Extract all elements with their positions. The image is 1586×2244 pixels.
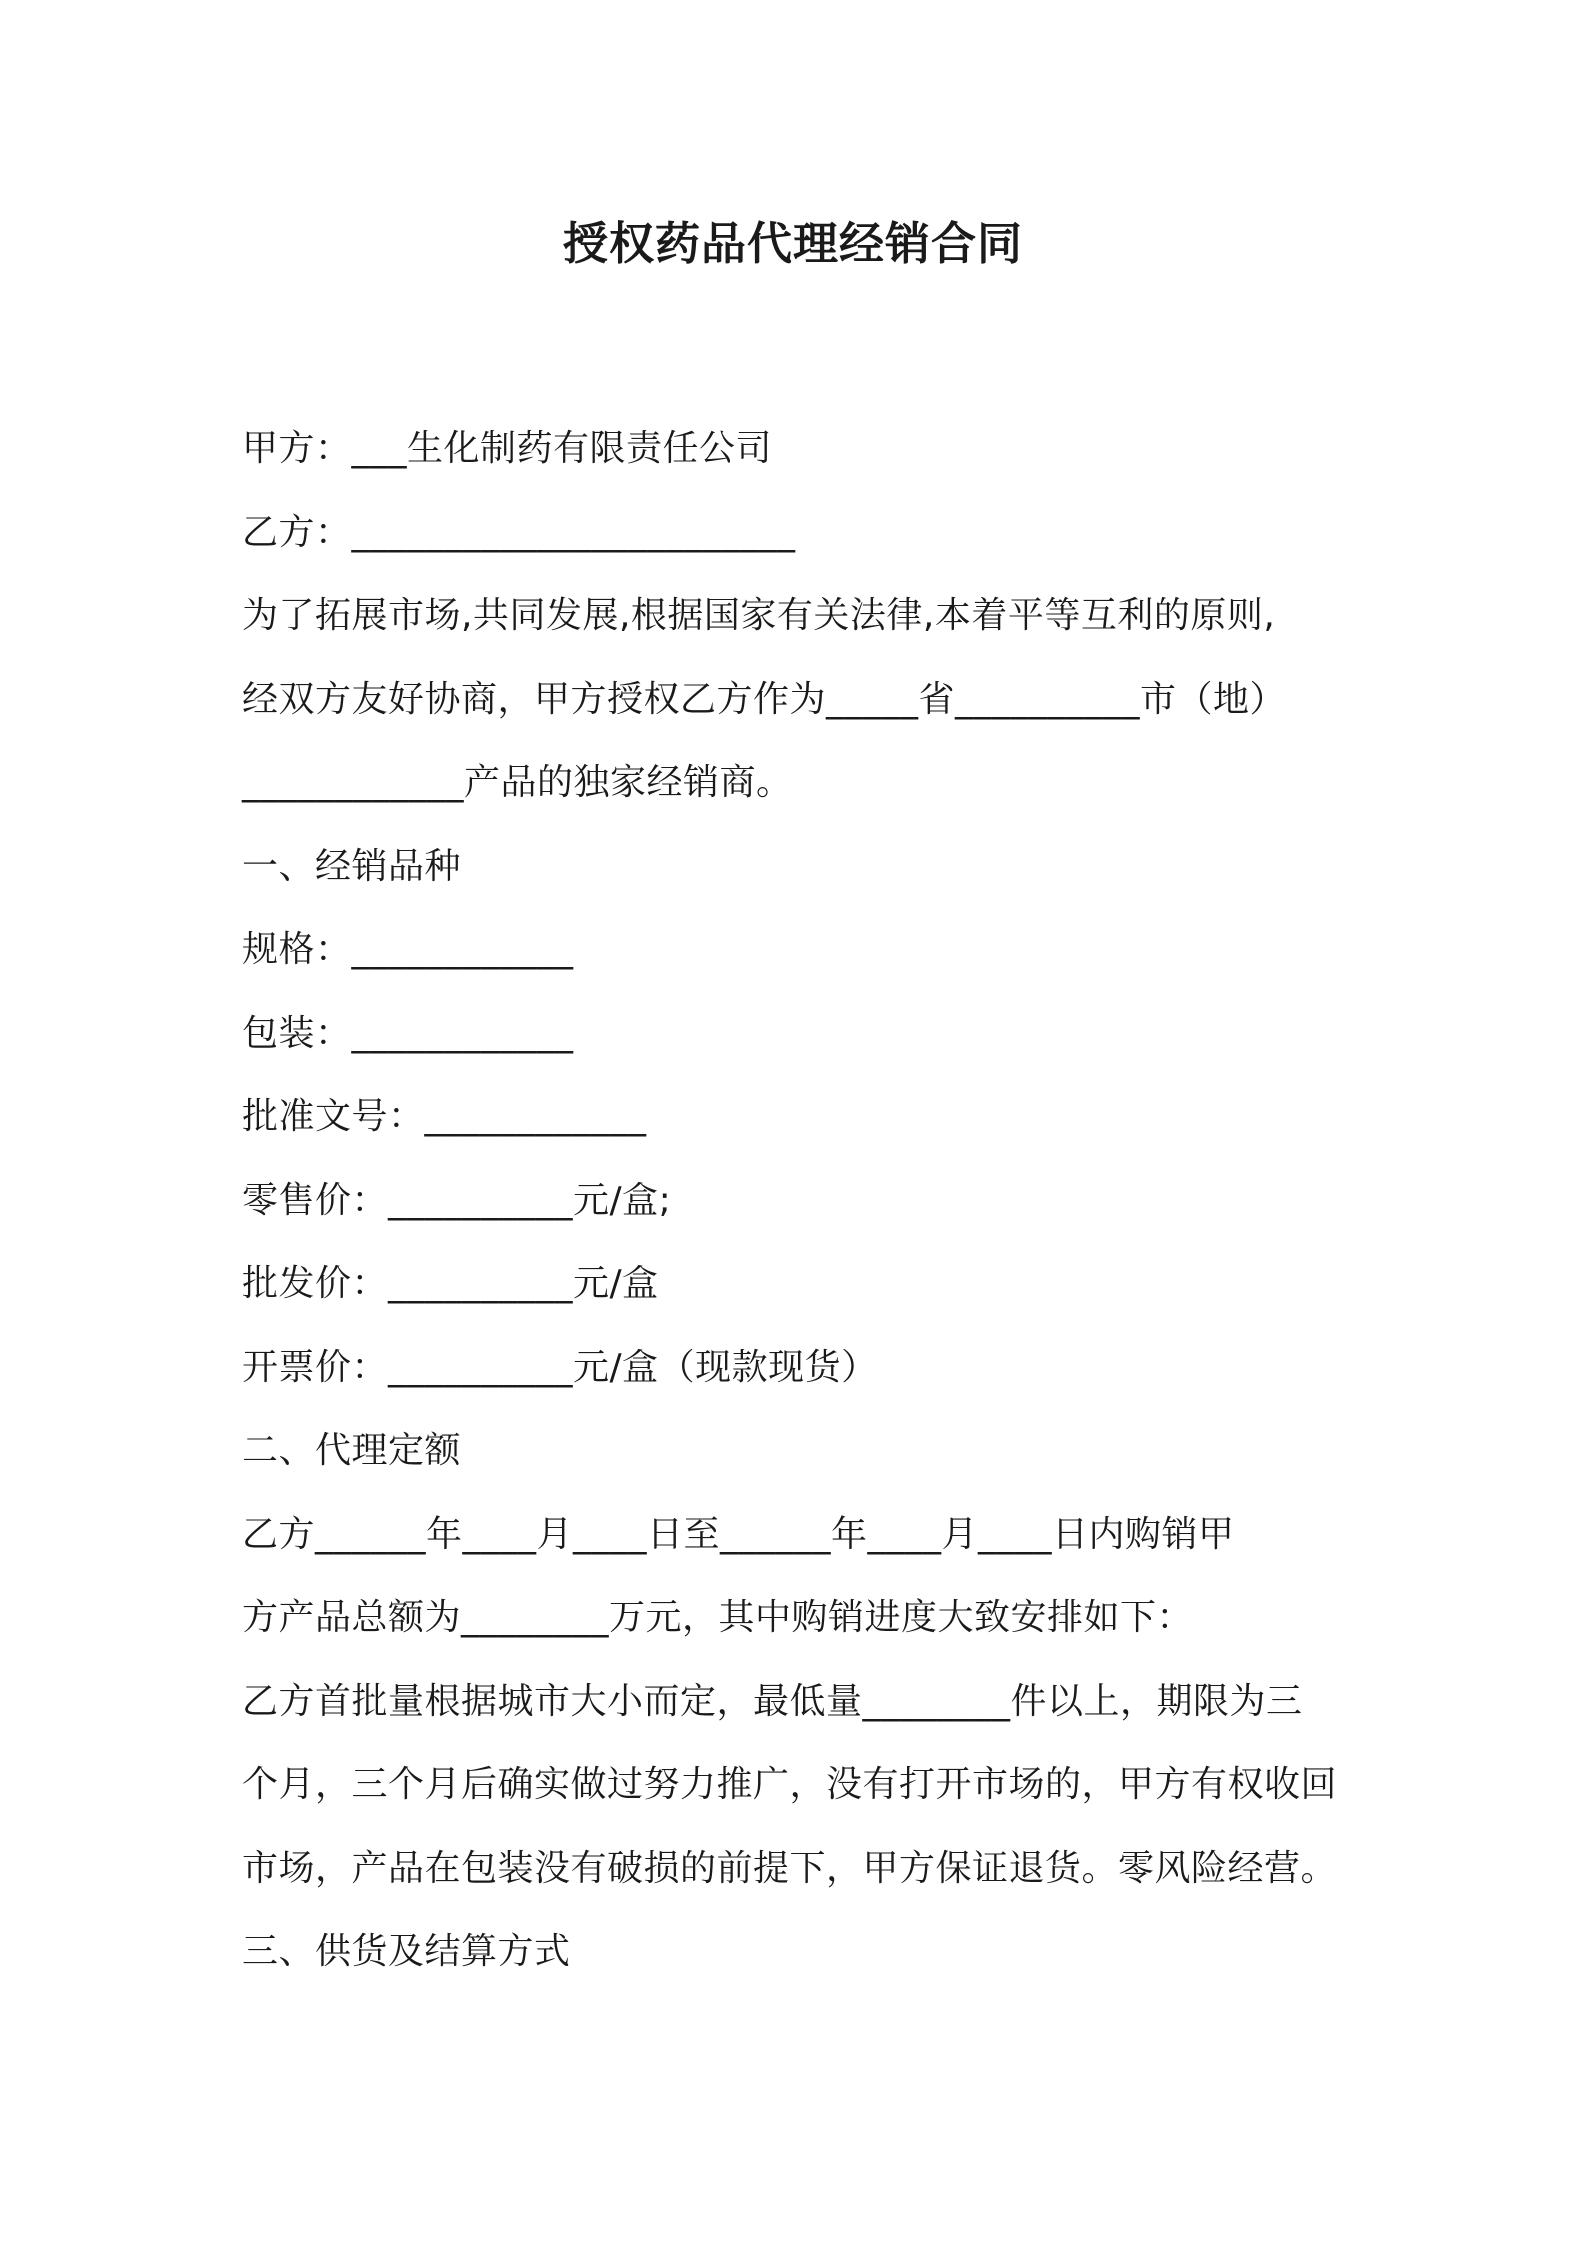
invoice-price-field-line: 开票价：__________元/盒（现款现货）	[242, 1346, 878, 1388]
section-heading-supply: 三、供货及结算方式	[242, 1931, 571, 1972]
section-heading-quota: 二、代理定额	[242, 1430, 462, 1471]
quota-line-4: 个月，三个月后确实做过努力推广，没有打开市场的，甲方有权收回	[242, 1764, 1338, 1805]
quota-line-5: 市场，产品在包装没有破损的前提下，甲方保证退货。零风险经营。	[242, 1847, 1338, 1889]
retail-price-field-line: 零售价：__________元/盒;	[242, 1179, 672, 1221]
approval-number-field-line: 批准文号：____________	[242, 1096, 647, 1137]
quota-line-3: 乙方首批量根据城市大小而定，最低量________件以上，期限为三	[242, 1680, 1303, 1722]
party-b-line: 乙方：________________________	[242, 511, 796, 553]
packaging-field-line: 包装：____________	[242, 1012, 574, 1054]
party-a-line: 甲方：___生化制药有限责任公司	[242, 428, 773, 469]
preamble-line-1: 为了拓展市场,共同发展,根据国家有关法律,本着平等互利的原则,	[242, 595, 1276, 636]
preamble-line-2: 经双方友好协商，甲方授权乙方作为_____省__________市（地）	[242, 678, 1287, 720]
document-body	[242, 407, 1372, 1994]
quota-line-2: 方产品总额为________万元，其中购销进度大致安排如下：	[242, 1597, 1194, 1638]
preamble-line-3: ____________产品的独家经销商。	[242, 762, 793, 803]
quota-line-1: 乙方______年____月____日至______年____月____日内购销甲	[242, 1513, 1235, 1555]
section-heading-products: 一、经销品种	[242, 845, 462, 887]
wholesale-price-field-line: 批发价：__________元/盒	[242, 1263, 659, 1304]
document-title: 授权药品代理经销合同	[562, 217, 1023, 270]
spec-field-line: 规格：____________	[242, 929, 574, 970]
